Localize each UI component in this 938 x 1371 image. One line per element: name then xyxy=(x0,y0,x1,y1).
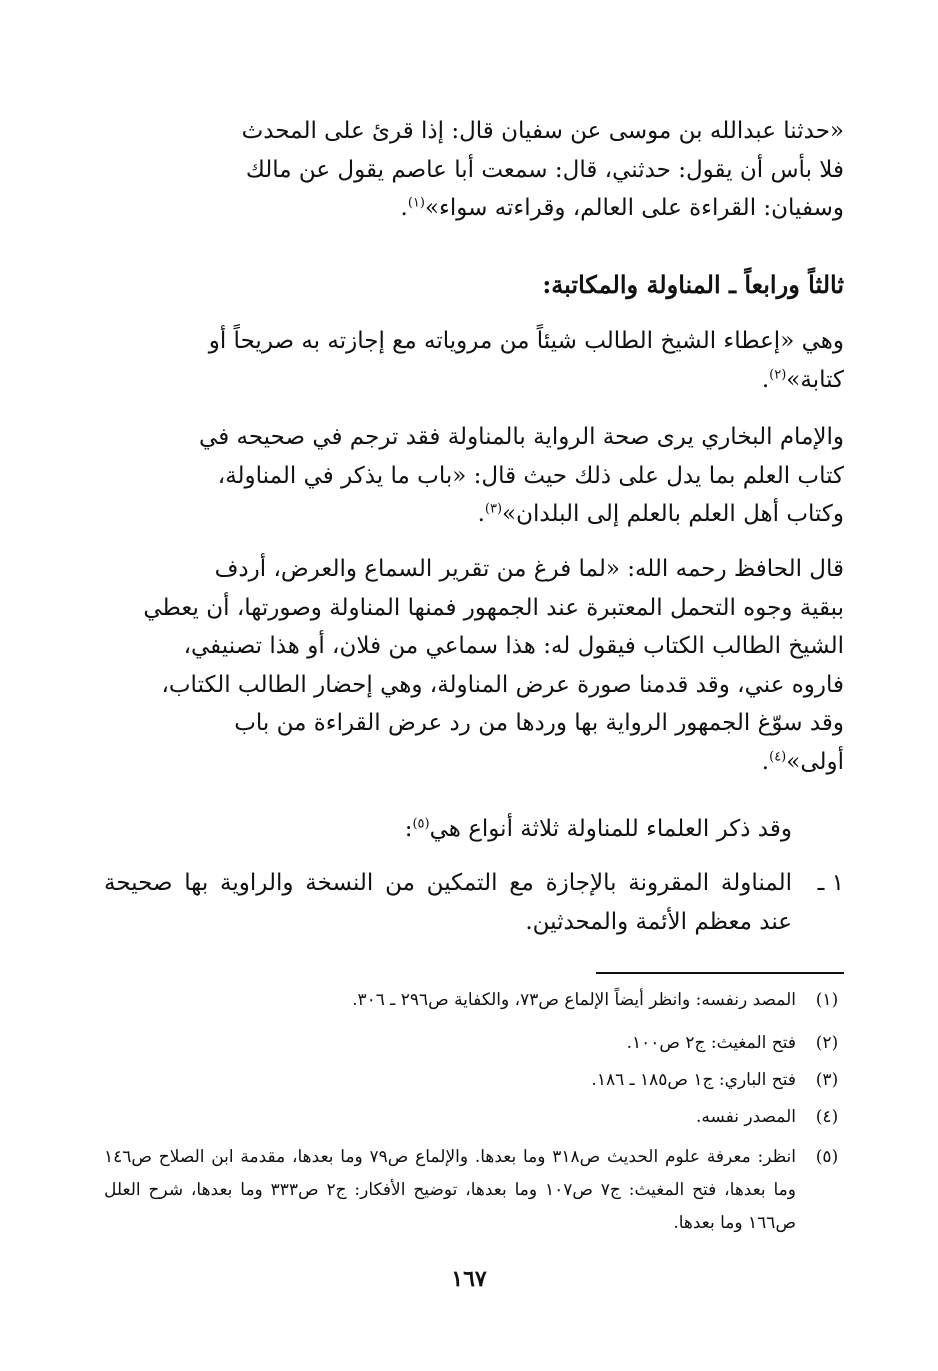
footnote-1 xyxy=(104,984,844,1017)
text-line xyxy=(104,810,844,849)
punctuation: . xyxy=(761,748,770,775)
footnote-text: المصدر نفسه. xyxy=(695,1107,796,1127)
text-segment: كتابة» xyxy=(786,366,844,393)
footnote-ref[interactable]: (٥) xyxy=(412,816,430,832)
footnote-5 xyxy=(104,1141,844,1240)
text-line: «حدثنا عبدالله بن موسى عن سفيان قال: إذا قرئ على المحدث xyxy=(241,118,844,144)
text-line: وهي «إعطاء الشيخ الطالب شيئاً من مروياته مع إجازته به صريحاً أو xyxy=(208,328,844,354)
footnote-number: (٥) xyxy=(815,1147,839,1167)
text-line: المناولة المقرونة بالإجازة مع التمكين من النسخة والراوية بها صحيحة xyxy=(104,870,792,896)
paragraph-definition xyxy=(104,322,844,399)
punctuation: . xyxy=(477,501,485,527)
text-segment: أولى» xyxy=(786,748,844,775)
punctuation: . xyxy=(400,195,408,221)
footnote-number: (٣) xyxy=(815,1070,839,1090)
text-line: والإمام البخاري يرى صحة الرواية بالمناولة فقد ترجم في صحيحه في xyxy=(199,424,844,450)
text-line: عند معظم الأئمة والمحدثين. xyxy=(525,908,792,935)
punctuation: : xyxy=(404,816,413,842)
text-line: كتاب العلم بما يدل على ذلك حيث قال: «باب ما يذكر في المناولة، xyxy=(217,462,844,489)
footnote-ref[interactable]: (٣) xyxy=(484,501,503,517)
text-segment: وقد ذكر العلماء للمناولة ثلاثة أنواع هي xyxy=(429,816,792,842)
footnote-text: انظر: معرفة علوم الحديث ص٣١٨ وما بعدها. والإلماع ص٧٩ وما بعدها، مقدمة ابن الصلاح ص١٤٦ وما بعدها، فتح المغيث: ج٧ ص١٠٧ وما بعدها، توضيح الأفكار: ج٢ ص٣٣٣ وما بعدها، شرح العلل ص١٦٦ وما بعدها. xyxy=(104,1147,797,1233)
text-line xyxy=(104,743,844,782)
text-line: الشيخ الطالب الكتاب فيقول له: هذا سماعي من فلان، أو هذا تصنيفي، xyxy=(183,633,844,659)
text-segment: وكتاب أهل العلم بالعلم إلى البلدان» xyxy=(502,501,844,527)
text-line xyxy=(104,189,844,228)
paragraph-bukhari xyxy=(104,418,844,534)
footnote-text: المصد رنفسه: وانظر أيضاً الإلماع ص٧٣، والكفاية ص٢٩٦ ـ ٣٠٦. xyxy=(352,990,796,1010)
text-line: فلا بأس أن يقول: حدثني، قال: سمعت أبا عاصم يقول عن مالك xyxy=(245,156,844,183)
text-segment: وسفيان: القراءة على العالم، وقراءته سواء» xyxy=(424,195,844,221)
footnote-ref[interactable]: (٢) xyxy=(769,366,787,382)
paragraph-hafiz xyxy=(104,550,844,781)
text-line: ببقية وجوه التحمل المعتبرة عند الجمهور فمنها المناولة وصورتها، أن يعطي xyxy=(143,594,844,621)
punctuation: . xyxy=(761,366,770,393)
paragraph-types-intro xyxy=(104,810,844,849)
footnote-2 xyxy=(104,1027,844,1060)
heading-text: ثالثاً ورابعاً ـ المناولة والمكاتبة: xyxy=(542,270,844,299)
list-item-number: ١ ـ xyxy=(817,870,844,896)
list-item xyxy=(104,864,844,941)
text-line: فاروه عني، وقد قدمنا صورة عرض المناولة، وهي إحضار الطالب الكتاب، xyxy=(161,671,844,698)
footnote-ref[interactable]: (٤) xyxy=(769,748,787,764)
footnote-separator xyxy=(596,972,844,974)
footnote-text: فتح المغيث: ج٢ ص١٠٠. xyxy=(626,1033,796,1053)
footnote-number: (١) xyxy=(815,990,839,1010)
footnote-ref[interactable]: (١) xyxy=(407,195,425,211)
text-line xyxy=(104,361,844,400)
page-number: ١٦٧ xyxy=(451,1266,487,1292)
paragraph-quote-sufyan xyxy=(104,112,844,228)
text-line xyxy=(104,495,844,534)
footnote-number: (٤) xyxy=(815,1107,839,1127)
footnote-text: فتح الباري: ج١ ص١٨٥ ـ ١٨٦. xyxy=(591,1070,796,1090)
text-line: وقد سوّغ الجمهور الرواية بها وردها من رد عرض القراءة من باب xyxy=(234,710,844,736)
text-line: قال الحافظ رحمه الله: «لما فرغ من تقرير السماع والعرض، أردف xyxy=(214,556,844,582)
footnote-number: (٢) xyxy=(815,1033,839,1053)
footnote-4 xyxy=(104,1101,844,1134)
footnote-3 xyxy=(104,1064,844,1097)
section-heading xyxy=(104,266,844,305)
list-item-text xyxy=(104,864,792,941)
